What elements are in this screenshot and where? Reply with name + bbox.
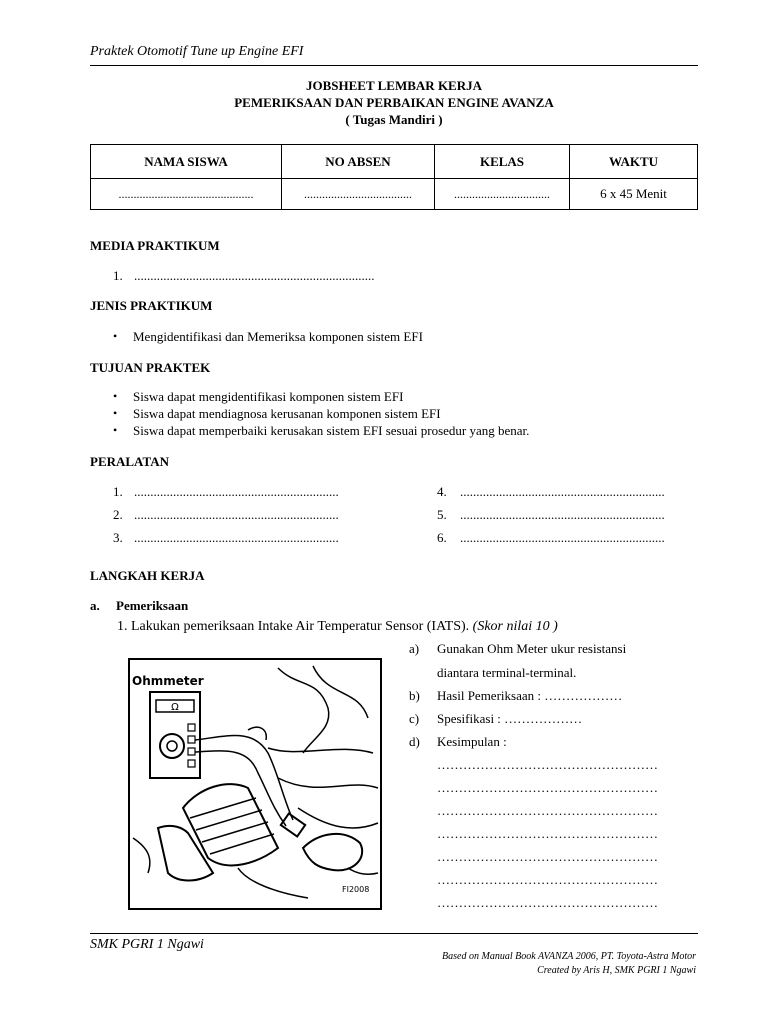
peralatan-num: 3. [113, 530, 123, 545]
figure-code: FI2008 [342, 885, 370, 894]
peralatan-heading: PERALATAN [90, 454, 169, 469]
footer-school: SMK PGRI 1 Ngawi [90, 937, 204, 952]
waktu-value: 6 x 45 Menit [570, 179, 698, 210]
step-text: 1. Lakukan pemeriksaan Intake Air Temperatur Sensor (IATS). [117, 619, 470, 634]
step-instruction [117, 619, 558, 635]
langkah-heading: LANGKAH KERJA [90, 568, 205, 583]
peralatan-num: 4. [437, 484, 447, 499]
ohm-symbol: Ω [171, 702, 179, 713]
page-header: Praktek Otomotif Tune up Engine EFI [90, 44, 304, 59]
peralatan-num: 5. [437, 507, 447, 522]
peralatan-field[interactable]: ............................................................... [134, 484, 339, 499]
col-header-absen: NO ABSEN [282, 145, 435, 179]
bullet-icon: • [113, 329, 118, 343]
ohmmeter-diagram [128, 658, 382, 910]
jenis-heading: JENIS PRAKTIKUM [90, 298, 213, 313]
spesifikasi-field[interactable]: Spesifikasi : ……………… [437, 711, 583, 726]
absen-field[interactable]: .................................... [282, 179, 435, 210]
answer-letter: a) [409, 641, 420, 656]
answer-letter: d) [409, 734, 420, 749]
peralatan-field[interactable]: ............................................................... [460, 507, 665, 522]
kesimpulan-line[interactable]: …………………………………………… [437, 849, 658, 864]
footer-credit: Created by Aris H, SMK PGRI 1 Ngawi [537, 965, 696, 976]
media-heading: MEDIA PRAKTIKUM [90, 238, 220, 253]
answer-letter: b) [409, 688, 420, 703]
jenis-item: Mengidentifikasi dan Memeriksa komponen sistem EFI [133, 329, 423, 344]
kelas-field[interactable]: ................................ [435, 179, 570, 210]
ohmmeter-label: Ohmmeter [132, 674, 204, 688]
peralatan-num: 2. [113, 507, 123, 522]
answer-text: Gunakan Ohm Meter ukur resistansi [437, 641, 627, 656]
media-item-field[interactable]: .......................................................................... [134, 268, 375, 283]
media-item-num: 1. [113, 268, 123, 283]
ohmmeter-figure [128, 658, 382, 910]
sub-letter: a. [90, 598, 100, 613]
peralatan-field[interactable]: ............................................................... [134, 507, 339, 522]
kesimpulan-line[interactable]: …………………………………………… [437, 757, 658, 772]
peralatan-num: 1. [113, 484, 123, 499]
kesimpulan-line[interactable]: …………………………………………… [437, 895, 658, 910]
bullet-icon: • [113, 423, 118, 437]
peralatan-field[interactable]: ............................................................... [460, 530, 665, 545]
col-header-waktu: WAKTU [570, 145, 698, 179]
student-info-table [90, 144, 698, 210]
hasil-pemeriksaan-field[interactable]: Hasil Pemeriksaan : ……………… [437, 688, 623, 703]
peralatan-num: 6. [437, 530, 447, 545]
tujuan-item: Siswa dapat mengidentifikasi komponen sistem EFI [133, 389, 404, 404]
document-title: JOBSHEET LEMBAR KERJA [305, 78, 483, 93]
tujuan-item: Siswa dapat mendiagnosa kerusanan komponen sistem EFI [133, 406, 441, 421]
answer-letter: c) [409, 711, 420, 726]
kesimpulan-line[interactable]: …………………………………………… [437, 780, 658, 795]
step-score: (Skor nilai 10 ) [472, 619, 558, 634]
peralatan-field[interactable]: ............................................................... [134, 530, 339, 545]
kesimpulan-label: Kesimpulan : [437, 734, 507, 749]
header-rule [90, 65, 698, 66]
kesimpulan-line[interactable]: …………………………………………… [437, 803, 658, 818]
tujuan-item: Siswa dapat memperbaiki kerusakan sistem EFI sesuai prosedur yang benar. [133, 423, 530, 438]
nama-field[interactable]: ............................................. [91, 179, 282, 210]
col-header-nama: NAMA SISWA [91, 145, 282, 179]
task-type: ( Tugas Mandiri ) [345, 112, 443, 127]
peralatan-field[interactable]: ............................................................... [460, 484, 665, 499]
sub-heading: Pemeriksaan [116, 598, 189, 613]
footer-rule [90, 933, 698, 934]
kesimpulan-line[interactable]: …………………………………………… [437, 826, 658, 841]
kesimpulan-line[interactable]: …………………………………………… [437, 872, 658, 887]
document-subtitle: PEMERIKSAAN DAN PERBAIKAN ENGINE AVANZA [234, 95, 554, 110]
bullet-icon: • [113, 406, 118, 420]
tujuan-heading: TUJUAN PRAKTEK [90, 360, 211, 375]
footer-source: Based on Manual Book AVANZA 2006, PT. Toyota-Astra Motor [442, 951, 696, 962]
answer-text: diantara terminal-terminal. [437, 665, 577, 680]
bullet-icon: • [113, 389, 118, 403]
col-header-kelas: KELAS [435, 145, 570, 179]
